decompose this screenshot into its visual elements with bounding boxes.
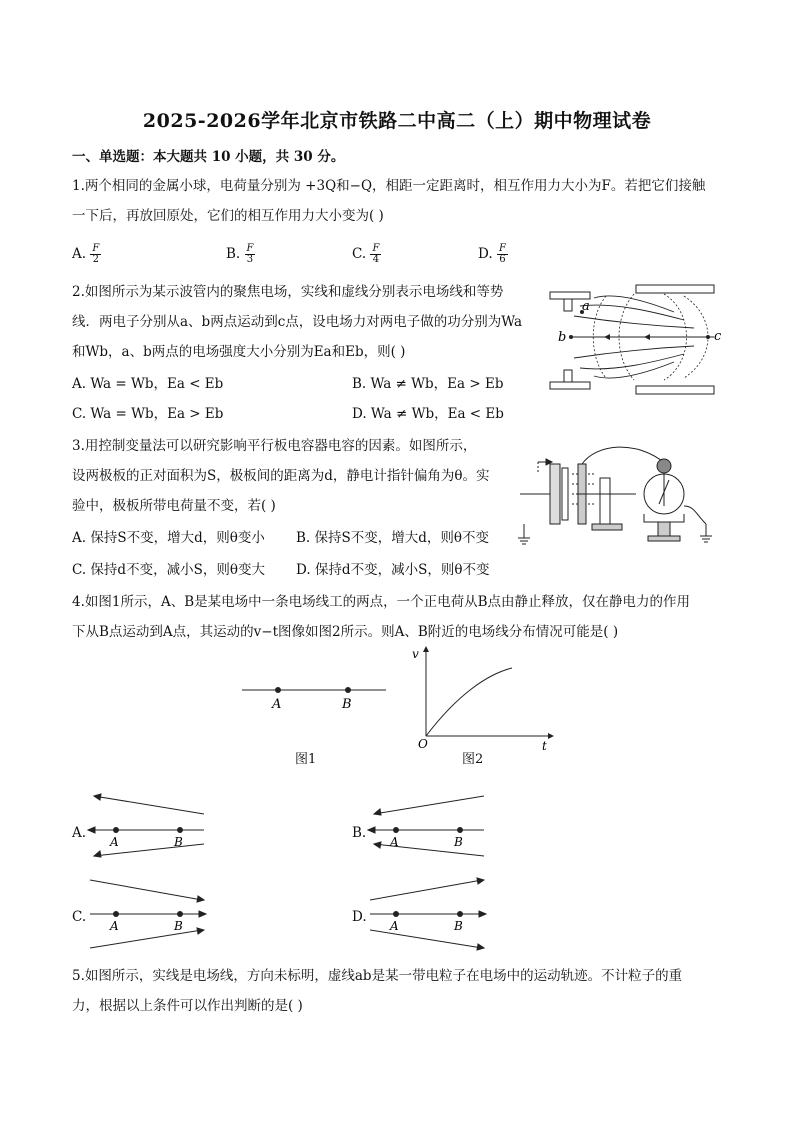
point-a-label: A bbox=[390, 919, 399, 933]
label-c: c bbox=[714, 329, 722, 344]
point-a-label: A bbox=[110, 919, 119, 933]
q3-line1: 3.用控制变量法可以研究影响平行板电容器电容的因素。如图所示， bbox=[72, 438, 477, 454]
q4-fig2-vt-graph bbox=[408, 644, 558, 754]
q1-line2: 一下后，再放回原处，它们的相互作用力大小变为( ) bbox=[72, 208, 384, 224]
q4-fig1 bbox=[236, 676, 396, 716]
lower-left-lip bbox=[564, 370, 572, 382]
q3-option-d[interactable]: D. 保持d不变，减小S，则θ不变 bbox=[296, 562, 490, 578]
vt-curve bbox=[426, 668, 512, 736]
point-b-label: B bbox=[342, 697, 352, 712]
q4-option-c-label[interactable]: C. bbox=[72, 909, 87, 925]
point-a-label: A bbox=[272, 697, 282, 712]
fig2-caption: 图2 bbox=[462, 752, 484, 767]
q4-option-b-label[interactable]: B. bbox=[352, 825, 367, 841]
option-label: D. bbox=[478, 246, 493, 262]
field-lines bbox=[572, 296, 714, 378]
q2-option-c[interactable]: C. Wa = Wb，Ea > Eb bbox=[72, 406, 224, 422]
point-b-label: B bbox=[454, 919, 463, 933]
label-a: a bbox=[582, 299, 590, 314]
axis-t-label: t bbox=[542, 739, 547, 753]
q3-line3: 验中，极板所带电荷量不变，若( ) bbox=[72, 498, 276, 514]
fraction: $\frac{F}{4}$ bbox=[372, 243, 380, 265]
q4-option-d-label[interactable]: D. bbox=[352, 909, 367, 925]
q4-option-a-label[interactable]: A. bbox=[72, 825, 87, 841]
page-title: 2025-2026学年北京市铁路二中高二（上）期中物理试卷 bbox=[142, 110, 652, 132]
lower-right-plate bbox=[636, 386, 714, 394]
q1-option-d[interactable] bbox=[478, 244, 508, 265]
q3-option-a[interactable]: A. 保持S不变，增大d，则θ变小 bbox=[72, 530, 265, 546]
q2-option-b[interactable]: B. Wa ≠ Wb，Ea > Eb bbox=[352, 376, 504, 392]
fraction: $\frac{F}{3}$ bbox=[246, 243, 254, 265]
lower-left-plate bbox=[550, 382, 590, 389]
stand bbox=[600, 478, 610, 524]
point-b-label: B bbox=[174, 835, 183, 849]
fraction: $\frac{F}{2}$ bbox=[92, 243, 100, 265]
fig1-caption: 图1 bbox=[295, 752, 317, 767]
option-label: B. bbox=[226, 246, 241, 262]
q4-line2: 下从B点运动到A点，其运动的v−t图像如图2所示。则A、B附近的电场线分布情况可能是( ) bbox=[72, 624, 619, 640]
point-a-label: A bbox=[110, 835, 119, 849]
q2-line1: 2.如图所示为某示波管内的聚焦电场，实线和虚线分别表示电场线和等势 bbox=[72, 284, 504, 300]
q5-line2: 力，根据以上条件可以作出判断的是( ) bbox=[72, 998, 303, 1014]
upper-right-plate bbox=[636, 285, 714, 293]
left-plate-frame bbox=[562, 468, 568, 520]
q2-option-a[interactable]: A. Wa = Wb，Ea < Eb bbox=[72, 376, 224, 392]
upper-left-lip bbox=[564, 299, 572, 311]
q1-option-a[interactable] bbox=[72, 244, 101, 265]
q2-line2: 线．两电子分别从a、b两点运动到c点，设电场力对两电子做的功分别为Wa bbox=[72, 314, 523, 330]
point-b-label: B bbox=[454, 835, 463, 849]
option-label: A. bbox=[72, 246, 87, 262]
q4-option-c-figure[interactable] bbox=[84, 874, 214, 954]
q2-field-figure bbox=[544, 282, 724, 397]
q2-line3: 和Wb，a、b两点的电场强度大小分别为Ea和Eb，则( ) bbox=[72, 344, 406, 360]
left-plate bbox=[550, 464, 560, 524]
origin-label: O bbox=[418, 737, 428, 751]
q3-option-b[interactable]: B. 保持S不变，增大d，则θ不变 bbox=[296, 530, 490, 546]
label-b: b bbox=[558, 330, 567, 345]
q4-option-b-figure[interactable] bbox=[364, 790, 494, 862]
q1-line1: 1.两个相同的金属小球，电荷量分别为 +3Q和−Q，相距一定距离时，相互作用力大小为F。若把它们接触 bbox=[72, 178, 706, 194]
fraction: $\frac{F}{6}$ bbox=[498, 243, 506, 265]
q4-option-d-figure[interactable] bbox=[364, 874, 494, 954]
axis-v-label: v bbox=[412, 647, 419, 661]
point-b-label: B bbox=[174, 919, 183, 933]
electrometer-knob bbox=[657, 459, 671, 473]
point-a-label: A bbox=[390, 835, 399, 849]
q4-line1: 4.如图1所示，A、B是某电场中一条电场线工的两点，一个正电荷从B点由静止释放，仅在静电力的作用 bbox=[72, 594, 691, 610]
q2-option-d[interactable]: D. Wa ≠ Wb，Ea < Eb bbox=[352, 406, 504, 422]
q1-option-c[interactable] bbox=[352, 244, 381, 265]
q5-line1: 5.如图所示，实线是电场线，方向未标明，虚线ab是某一带电粒子在电场中的运动轨迹。不计粒子的重 bbox=[72, 968, 683, 984]
q4-option-a-figure[interactable] bbox=[84, 790, 214, 862]
q3-capacitor-figure bbox=[516, 444, 726, 554]
q3-option-c[interactable]: C. 保持d不变，减小S，则θ变大 bbox=[72, 562, 265, 578]
q1-option-b[interactable] bbox=[226, 244, 255, 265]
option-label: C. bbox=[352, 246, 367, 262]
q3-line2: 设两极板的正对面积为S，极板间的距离为d，静电计指针偏角为θ。实 bbox=[72, 468, 490, 484]
upper-left-plate bbox=[550, 292, 590, 299]
section-heading: 一、单选题：本大题共 10 小题，共 30 分。 bbox=[72, 149, 345, 165]
